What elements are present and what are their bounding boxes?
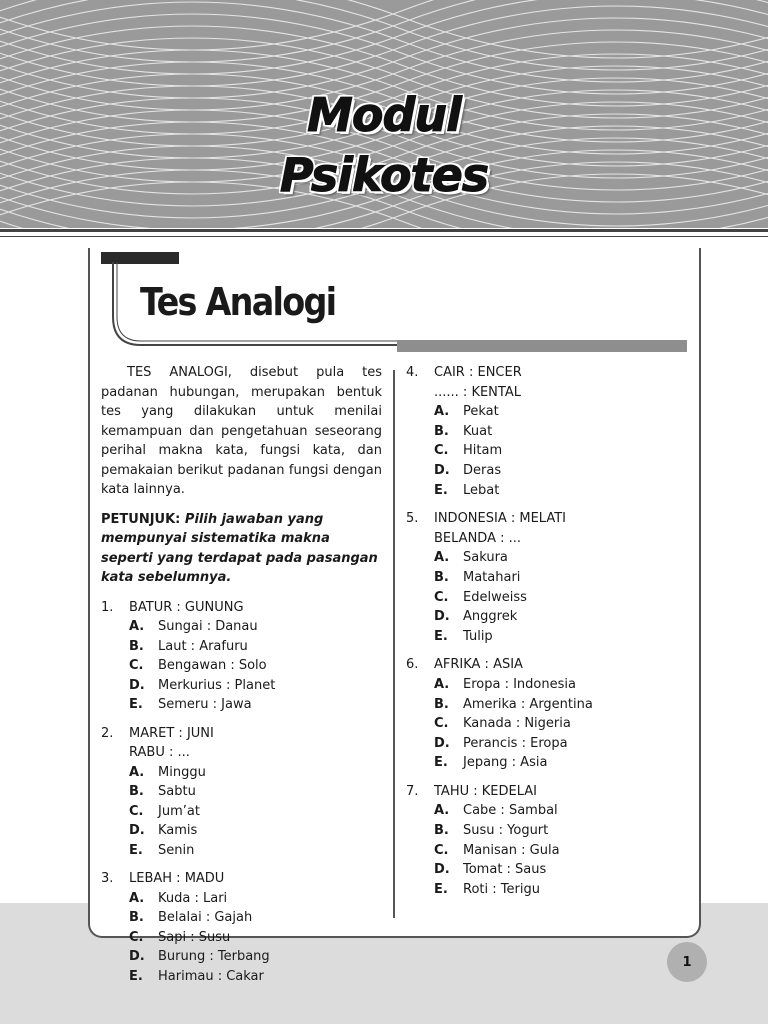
option-text: Kanada : Nigeria	[463, 716, 571, 732]
question-pair-second: RABU : ...	[129, 745, 190, 760]
question-number: 5.	[406, 511, 419, 527]
option-letter: E.	[129, 968, 143, 984]
answer-option	[406, 568, 696, 588]
option-letter: D.	[434, 609, 450, 625]
question-item	[101, 869, 382, 986]
option-text: Bengawan : Solo	[158, 658, 267, 673]
answer-option	[406, 753, 696, 773]
column-divider	[393, 370, 395, 918]
answer-option	[406, 860, 696, 880]
answer-option	[406, 801, 696, 821]
option-letter: B.	[129, 638, 144, 654]
option-text: Susu : Yogurt	[463, 823, 549, 839]
option-text: Cabe : Sambal	[463, 803, 558, 819]
option-text: Kuat	[463, 423, 493, 439]
option-text: Eropa : Indonesia	[463, 676, 576, 692]
option-letter: C.	[129, 803, 144, 819]
section-title: Tes Analogi	[140, 280, 336, 324]
option-letter: B.	[129, 784, 144, 799]
instruction-text: Pilih jawaban yang mempunyai sistematika makna seperti yang terdapat pada pasangan kata sebelumnya.	[101, 511, 378, 585]
page-header-banner	[0, 0, 768, 228]
option-letter: C.	[434, 443, 449, 459]
answer-option	[101, 676, 382, 696]
question-item	[406, 782, 696, 900]
answer-option	[101, 637, 382, 657]
answer-option	[406, 461, 696, 481]
instruction-paragraph	[101, 510, 382, 588]
question-item	[101, 724, 382, 861]
question-number: 1.	[101, 599, 114, 615]
answer-option	[406, 841, 696, 861]
question-number: 2.	[101, 725, 114, 741]
option-letter: D.	[129, 677, 145, 693]
answer-option	[406, 675, 696, 695]
option-letter: E.	[129, 842, 143, 858]
answer-option	[101, 617, 382, 637]
option-letter: E.	[129, 697, 143, 712]
option-text: Merkurius : Planet	[158, 677, 276, 693]
option-text: Harimau : Cakar	[158, 968, 264, 984]
option-letter: A.	[129, 764, 145, 780]
answer-option	[406, 714, 696, 734]
question-pair: MARET : JUNI	[129, 725, 214, 741]
question-stem	[406, 509, 696, 529]
option-letter: E.	[434, 628, 448, 644]
question-pair: LEBAH : MADU	[129, 871, 225, 886]
option-letter: E.	[434, 482, 448, 498]
answer-option	[101, 841, 382, 861]
option-text: Sabtu	[158, 784, 196, 799]
instruction-label: PETUNJUK:	[101, 511, 181, 527]
header-rule-thin	[0, 236, 768, 237]
answer-option	[406, 548, 696, 568]
option-text: Lebat	[463, 482, 500, 498]
question-item	[406, 509, 696, 646]
option-letter: B.	[434, 696, 449, 712]
option-letter: C.	[434, 716, 449, 732]
option-letter: D.	[434, 735, 450, 751]
option-letter: E.	[434, 881, 448, 897]
intro-paragraph: TES ANALOGI, disebut pula tes padanan hubungan, merupakan bentuk tes yang dilakukan untuk menilai kemampuan dan pengetahuan seseorang perihal makna kata, fungsi kata, dan pemakaian berikut padanan fungsi dengan kata lainnya.	[101, 365, 382, 497]
option-letter: C.	[434, 589, 449, 605]
question-stem	[406, 363, 696, 383]
question-stem	[406, 782, 696, 802]
question-pair: BATUR : GUNUNG	[129, 599, 244, 615]
option-text: Semeru : Jawa	[158, 697, 252, 712]
section-underline-bar	[397, 340, 687, 352]
option-letter: A.	[434, 550, 450, 566]
answer-option	[101, 889, 382, 909]
question-stem	[406, 655, 696, 675]
question-pair-second: BELANDA : ...	[434, 530, 522, 546]
answer-option	[101, 763, 382, 783]
option-text: Manisan : Gula	[463, 842, 560, 858]
question-stem	[101, 869, 382, 889]
option-letter: B.	[434, 569, 449, 585]
question-pair: INDONESIA : MELATI	[434, 511, 566, 527]
option-text: Burung : Terbang	[158, 949, 270, 964]
option-letter: C.	[434, 842, 449, 858]
answer-option	[101, 821, 382, 841]
option-letter: A.	[434, 676, 450, 692]
module-title-line2: Psikotes	[279, 148, 489, 202]
module-title-line1: Modul	[307, 88, 461, 142]
question-list-right	[406, 363, 696, 899]
option-text: Edelweiss	[463, 589, 527, 605]
option-letter: B.	[434, 823, 449, 839]
option-text: Kamis	[158, 823, 198, 838]
answer-option	[406, 734, 696, 754]
option-text: Perancis : Eropa	[463, 735, 568, 751]
right-column	[406, 363, 696, 908]
option-letter: A.	[129, 890, 145, 906]
option-letter: D.	[129, 823, 145, 838]
question-number: 3.	[101, 871, 114, 886]
answer-option	[101, 782, 382, 802]
question-number: 4.	[406, 365, 419, 380]
answer-option	[406, 607, 696, 627]
question-stem	[101, 598, 382, 618]
answer-option	[406, 481, 696, 501]
question-pair: AFRIKA : ASIA	[434, 657, 523, 673]
option-letter: D.	[434, 462, 450, 478]
question-number: 6.	[406, 657, 419, 673]
question-stem-second	[406, 383, 696, 403]
option-text: Minggu	[158, 764, 206, 780]
option-text: Tulip	[463, 628, 493, 644]
question-pair-second: ...... : KENTAL	[434, 384, 521, 400]
option-text: Belalai : Gajah	[158, 910, 253, 925]
answer-option	[101, 802, 382, 822]
option-letter: D.	[129, 949, 145, 964]
answer-option	[101, 967, 382, 987]
answer-option	[406, 821, 696, 841]
question-pair: CAIR : ENCER	[434, 365, 522, 380]
question-item	[406, 363, 696, 500]
option-letter: C.	[129, 929, 144, 945]
answer-option	[101, 656, 382, 676]
option-text: Jepang : Asia	[463, 755, 548, 771]
option-letter: A.	[434, 404, 450, 420]
question-stem	[101, 724, 382, 744]
option-text: Deras	[463, 462, 502, 478]
answer-option	[101, 695, 382, 715]
answer-option	[101, 908, 382, 928]
option-letter: A.	[129, 619, 145, 634]
option-text: Amerika : Argentina	[463, 696, 593, 712]
answer-option	[101, 928, 382, 948]
option-letter: B.	[129, 910, 144, 925]
question-stem-second	[101, 743, 382, 763]
option-text: Sungai : Danau	[158, 619, 258, 634]
question-list-left	[101, 598, 382, 987]
question-pair: TAHU : KEDELAI	[434, 783, 537, 799]
answer-option	[406, 402, 696, 422]
answer-option	[101, 947, 382, 967]
page-number-badge: 1	[667, 942, 707, 982]
option-text: Matahari	[463, 569, 521, 585]
option-text: Sapi : Susu	[158, 929, 231, 945]
option-text: Senin	[158, 842, 195, 858]
option-text: Sakura	[463, 550, 508, 566]
option-text: Hitam	[463, 443, 503, 459]
option-letter: B.	[434, 423, 449, 439]
question-item	[406, 655, 696, 773]
option-text: Anggrek	[463, 609, 518, 625]
answer-option	[406, 422, 696, 442]
option-text: Laut : Arafuru	[158, 638, 248, 654]
option-text: Pekat	[463, 404, 499, 420]
option-letter: C.	[129, 658, 144, 673]
left-column	[101, 363, 382, 995]
option-letter: E.	[434, 755, 448, 771]
header-rule-thick	[0, 229, 768, 232]
question-stem-second	[406, 529, 696, 549]
option-text: Tomat : Saus	[463, 862, 547, 878]
answer-option	[406, 695, 696, 715]
answer-option	[406, 627, 696, 647]
option-text: Kuda : Lari	[158, 890, 228, 906]
option-letter: D.	[434, 862, 450, 878]
option-letter: A.	[434, 803, 450, 819]
option-text: Roti : Terigu	[463, 881, 540, 897]
answer-option	[406, 441, 696, 461]
answer-option	[406, 880, 696, 900]
question-item	[101, 598, 382, 715]
option-text: Jum’at	[158, 803, 200, 819]
question-number: 7.	[406, 783, 419, 799]
answer-option	[406, 588, 696, 608]
question-number-spacer	[101, 743, 129, 763]
question-number-spacer	[406, 383, 434, 403]
question-number-spacer	[406, 529, 434, 549]
